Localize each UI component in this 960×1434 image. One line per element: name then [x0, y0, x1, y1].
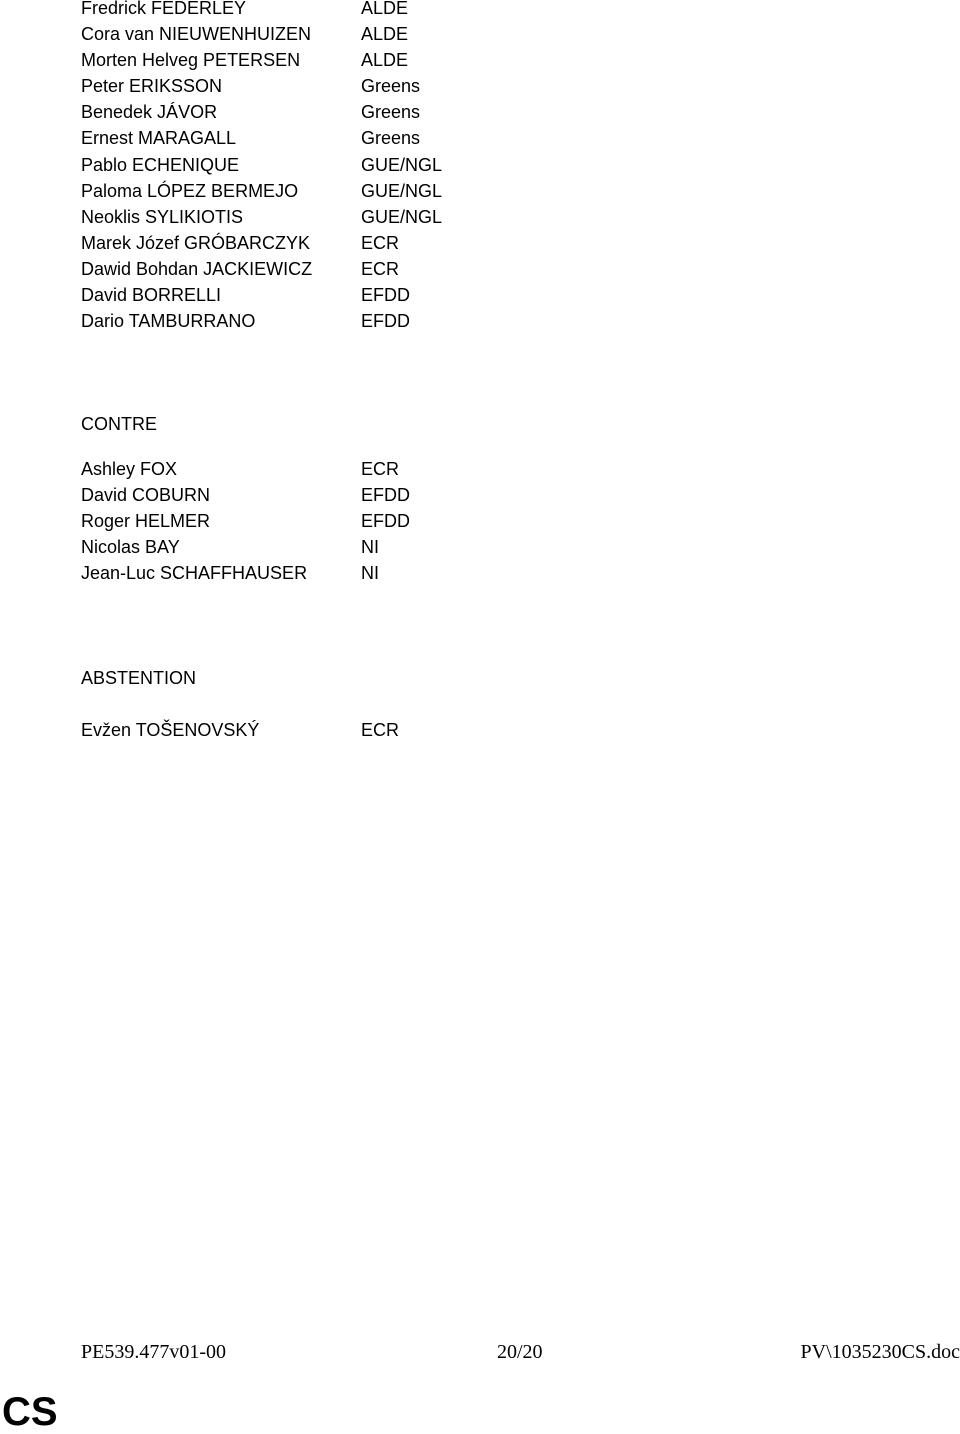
member-name: Marek Józef GRÓBARCZYK	[81, 232, 311, 253]
political-group: ALDE	[361, 50, 409, 71]
document-reference: PE539.477v01-00	[81, 1341, 226, 1363]
list-item	[81, 76, 681, 102]
political-group: Greens	[361, 128, 421, 149]
political-group: GUE/NGL	[361, 180, 443, 201]
member-name: Ernest MARAGALL	[81, 128, 237, 149]
file-reference: PV\1035230CS.doc	[800, 1341, 960, 1363]
list-item	[81, 155, 681, 181]
member-name: David BORRELLI	[81, 285, 222, 306]
political-group: ECR	[361, 232, 400, 253]
member-name: Neoklis SYLIKIOTIS	[81, 206, 244, 227]
member-name: Pablo ECHENIQUE	[81, 154, 240, 175]
list-item	[81, 181, 681, 207]
political-group: EFDD	[361, 285, 410, 306]
member-name: Morten Helveg PETERSEN	[81, 50, 301, 71]
political-group: GUE/NGL	[361, 154, 443, 175]
list-item	[81, 459, 681, 485]
list-item	[81, 311, 681, 337]
vote-list-abstention	[81, 720, 681, 746]
list-item	[81, 537, 681, 563]
political-group: EFDD	[361, 485, 410, 506]
list-item	[81, 285, 681, 311]
member-name: Fredrick FEDERLEY	[81, 0, 247, 18]
political-group: Greens	[361, 76, 421, 97]
list-item	[81, 207, 681, 233]
political-group: ALDE	[361, 24, 409, 45]
member-name: Benedek JÁVOR	[81, 102, 218, 123]
political-group: ALDE	[361, 0, 409, 18]
list-item	[81, 511, 681, 537]
political-group: EFDD	[361, 511, 410, 532]
list-item	[81, 259, 681, 285]
list-item	[81, 102, 681, 128]
section-heading-abstention: ABSTENTION	[81, 668, 197, 688]
list-item	[81, 485, 681, 511]
political-group: ECR	[361, 720, 400, 740]
political-group: ECR	[361, 459, 400, 479]
list-item	[81, 50, 681, 76]
list-item	[81, 128, 681, 154]
member-name: Dawid Bohdan JACKIEWICZ	[81, 258, 313, 279]
list-item	[81, 0, 681, 24]
political-group: NI	[361, 537, 379, 558]
political-group: Greens	[361, 102, 421, 123]
political-group: EFDD	[361, 311, 410, 332]
member-name: Evžen TOŠENOVSKÝ	[81, 720, 260, 740]
political-group: GUE/NGL	[361, 206, 443, 227]
language-code: CS	[2, 1390, 58, 1434]
list-item	[81, 233, 681, 259]
vote-list-for	[81, 0, 681, 337]
page-number: 20/20	[497, 1341, 543, 1363]
list-item	[81, 24, 681, 50]
member-name: Jean-Luc SCHAFFHAUSER	[81, 563, 308, 584]
political-group: ECR	[361, 258, 400, 279]
list-item	[81, 563, 681, 589]
member-name: David COBURN	[81, 485, 211, 506]
member-name: Nicolas BAY	[81, 537, 180, 558]
member-name: Ashley FOX	[81, 459, 178, 479]
member-name: Paloma LÓPEZ BERMEJO	[81, 180, 299, 201]
section-heading-against: CONTRE	[81, 414, 157, 434]
member-name: Roger HELMER	[81, 511, 211, 532]
vote-list-against	[81, 459, 681, 589]
member-name: Dario TAMBURRANO	[81, 311, 256, 332]
member-name: Peter ERIKSSON	[81, 76, 223, 97]
member-name: Cora van NIEUWENHUIZEN	[81, 24, 312, 45]
political-group: NI	[361, 563, 379, 584]
list-item	[81, 720, 681, 746]
